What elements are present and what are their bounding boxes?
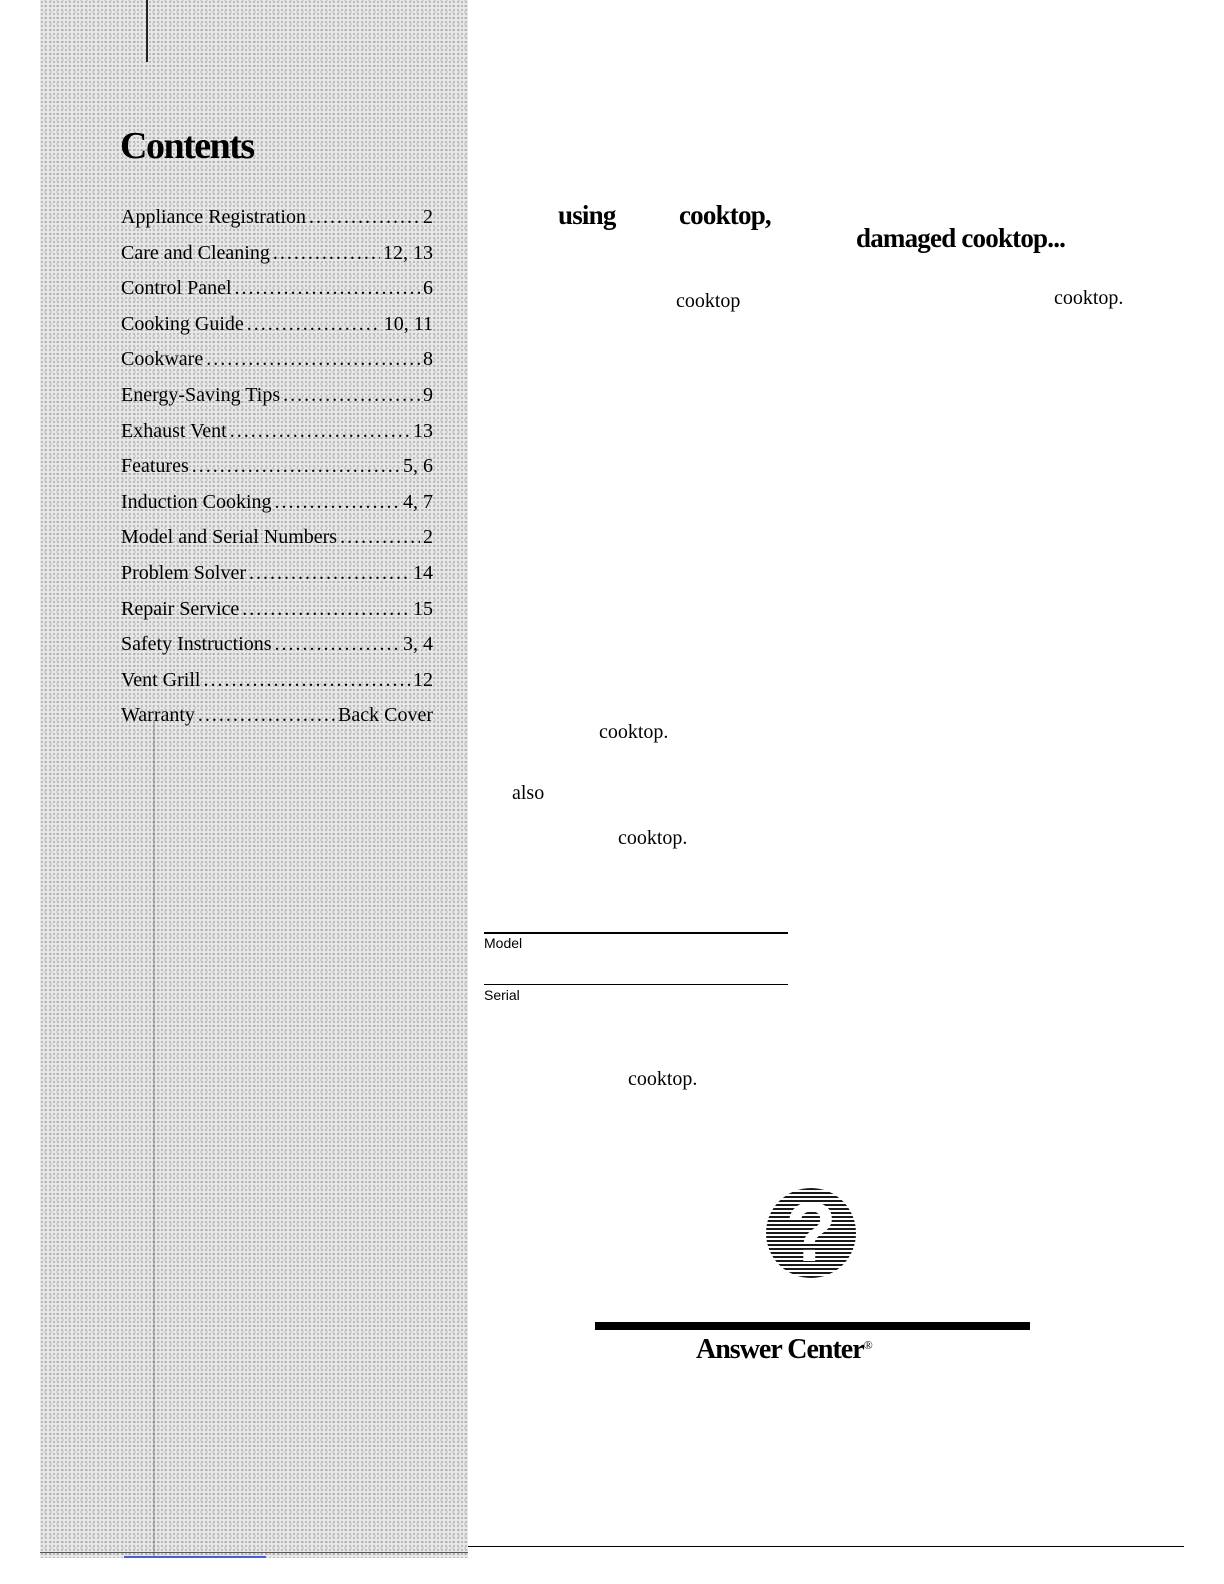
toc-item[interactable] [121,663,433,699]
toc-item-page: 3, 4 [403,633,433,656]
body-word-cooktop: cooktop. [1054,287,1124,309]
toc-item[interactable] [121,271,433,307]
toc-leader-dots [309,200,420,236]
toc-item-page: Back Cover [338,704,433,727]
toc-item[interactable] [121,414,433,450]
toc-item-label: Features [121,455,189,478]
toc-item[interactable] [121,200,433,236]
toc-item-page: 2 [423,526,433,549]
toc-item-label: Vent Grill [121,668,201,691]
toc-item-page: 9 [423,383,433,406]
heading-damaged-cooktop: damaged cooktop... [856,223,1066,253]
toc-leader-dots [203,663,410,699]
sidebar-fold-line [153,720,155,1558]
heading-word-cooktop: cooktop, [679,200,771,230]
toc-item[interactable] [121,236,433,272]
toc-item-label: Cooking Guide [121,312,244,335]
toc-leader-dots [198,698,335,734]
toc-item[interactable] [121,378,433,414]
toc-item-label: Model and Serial Numbers [121,526,338,549]
answer-center-bar [595,1322,1030,1330]
answer-center-text: Answer Center [696,1334,864,1365]
footer-rule [468,1546,1184,1547]
toc-item-label: Problem Solver [121,561,246,584]
toc-item-label: Exhaust Vent [121,419,227,442]
sidebar-edge-mark [146,0,148,62]
toc-item-label: Warranty [121,704,195,727]
body-word-cooktop: cooktop [676,290,741,312]
toc-item[interactable] [121,627,433,663]
body-word-cooktop: cooktop. [628,1068,698,1090]
toc-leader-dots [192,449,400,485]
toc-item-page: 6 [423,277,433,300]
toc-leader-dots [247,307,381,343]
toc-item-page: 14 [413,561,433,584]
toc-item-label: Safety Instructions [121,633,272,656]
toc-leader-dots [275,627,400,663]
toc-item-page: 12 [413,668,433,691]
toc-item-label: Control Panel [121,277,232,300]
body-word-also: also [512,782,545,804]
contents-title: Contents [120,125,254,167]
toc-leader-dots [249,556,410,592]
sidebar-bottom-edge [40,1552,468,1553]
toc-item-label: Cookware [121,348,204,371]
toc-item[interactable] [121,449,433,485]
toc-item-page: 10, 11 [383,312,433,335]
toc-item-page: 13 [413,419,433,442]
toc-item[interactable] [121,556,433,592]
toc-item[interactable] [121,698,433,734]
toc-leader-dots [230,414,410,450]
toc-item-label: Energy-Saving Tips [121,383,281,406]
toc-item[interactable] [121,520,433,556]
toc-leader-dots [273,236,380,272]
toc-item-page: 2 [423,206,433,228]
toc-item-page: 5, 6 [403,455,433,478]
toc-leader-dots [242,592,410,628]
body-word-cooktop: cooktop. [599,721,669,743]
toc-item-label: Appliance Registration [121,206,306,228]
toc-item-page: 12, 13 [383,241,433,264]
serial-number-label: Serial [484,987,520,1003]
question-mark-icon: ? [766,1188,856,1278]
toc-item-page: 8 [423,348,433,371]
toc-leader-dots [340,520,420,556]
registered-mark: ® [863,1338,872,1352]
heading-word-using: using [558,200,616,230]
toc-leader-dots [235,271,420,307]
toc-item-page: 15 [413,597,433,620]
serial-number-line[interactable] [484,984,788,985]
toc-item-page: 4, 7 [403,490,433,513]
table-of-contents [121,200,433,734]
model-number-line[interactable] [484,932,788,934]
answer-center-logo [696,1334,872,1366]
toc-item-label: Repair Service [121,597,240,620]
toc-leader-dots [275,485,400,521]
model-number-label: Model [484,935,523,951]
toc-item-label: Induction Cooking [121,490,272,513]
body-word-cooktop: cooktop. [618,827,688,849]
toc-item-label: Care and Cleaning [121,241,270,264]
toc-item[interactable] [121,342,433,378]
toc-leader-dots [283,378,420,414]
toc-leader-dots [206,342,420,378]
footer-blue-mark [124,1556,266,1558]
toc-item[interactable] [121,307,433,343]
toc-item[interactable] [121,592,433,628]
toc-item[interactable] [121,485,433,521]
